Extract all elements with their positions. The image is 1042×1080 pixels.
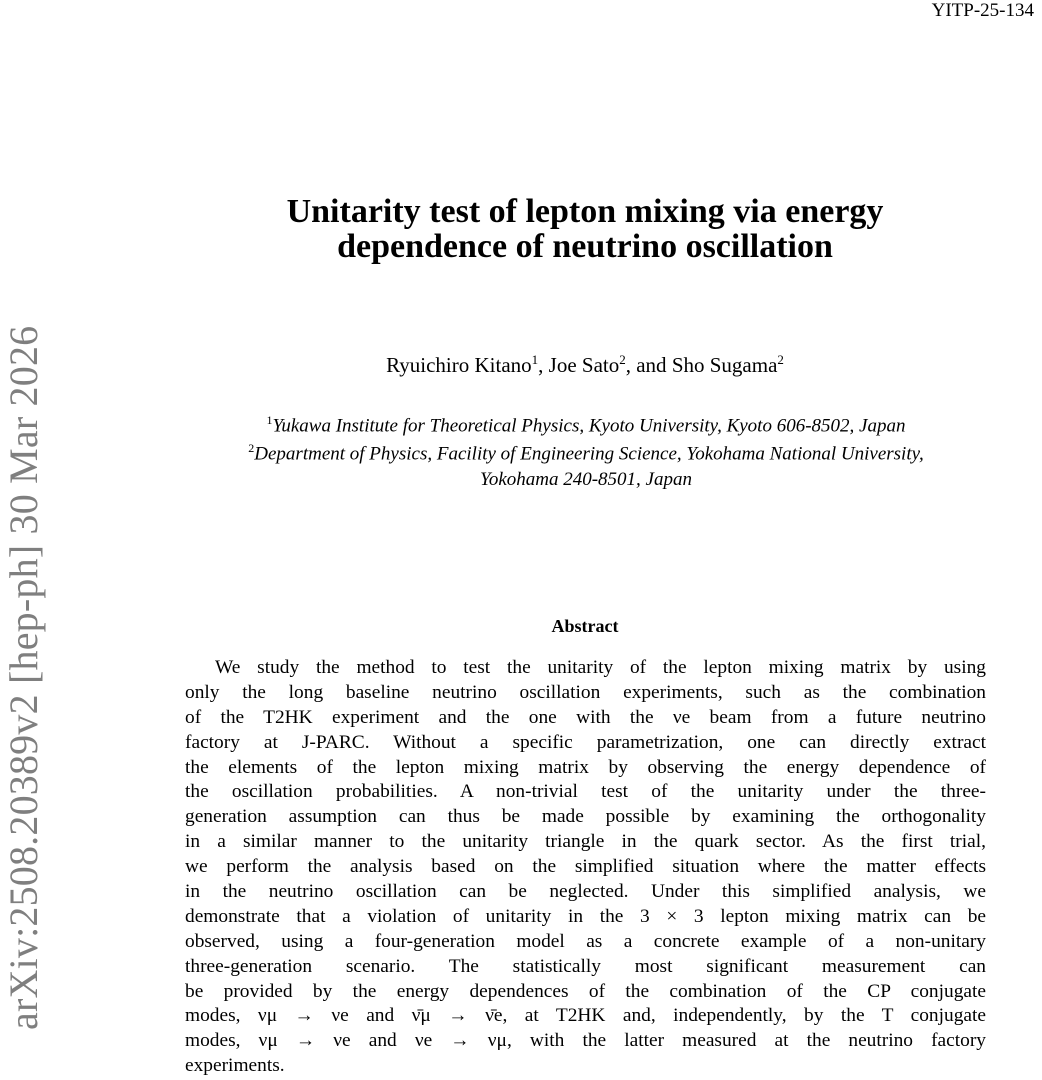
abstract-line: we perform the analysis based on the simplified situation where the matter effects	[185, 856, 986, 878]
affiliation-text: Department of Physics, Facility of Engineering Science, Yokohama National University,	[254, 443, 924, 465]
author-list	[150, 352, 1020, 378]
author-separator: , and	[625, 353, 672, 377]
author-affiliation-mark: 2	[619, 352, 626, 367]
title-line-2: dependence of neutrino oscillation	[337, 228, 833, 265]
author-name: Ryuichiro Kitano	[386, 353, 532, 377]
author-affiliation-mark: 2	[777, 352, 784, 367]
affiliation-1	[138, 413, 1034, 437]
abstract-line: generation assumption can thus be made possible by examining the orthogonality	[185, 806, 986, 828]
affiliation-mark: 2	[248, 441, 255, 455]
abstract-line: We study the method to test the unitarity of the lepton mixing matrix by using	[215, 657, 986, 678]
abstract-line: observed, using a four-generation model as a concrete example of a non-unitary	[185, 930, 986, 952]
abstract-line: in a similar manner to the unitarity triangle in the quark sector. As the first trial,	[185, 831, 986, 853]
author-name: Sho Sugama	[671, 353, 778, 377]
abstract-line: in the neutrino oscillation can be neglected. Under this simplified analysis, we	[185, 881, 986, 903]
title-line-1: Unitarity test of lepton mixing via energy	[286, 193, 884, 230]
abstract-line: the oscillation probabilities. A non-trivial test of the unitarity under the three-	[185, 781, 986, 803]
paper-title	[150, 194, 1020, 264]
abstract-line: be provided by the energy dependences of the combination of the CP conjugate	[185, 980, 986, 1002]
abstract-line: only the long baseline neutrino oscillation experiments, such as the combination	[185, 681, 986, 703]
author-separator: ,	[538, 353, 549, 377]
arxiv-identifier-text: arXiv:2508.20389v2 [hep-ph] 30 Mar 2026	[1, 325, 46, 1030]
abstract-line: experiments.	[185, 1055, 285, 1077]
affiliation-2-continued	[138, 469, 1034, 491]
abstract-line: of the T2HK experiment and the one with the νe beam from a future neutrino	[185, 706, 986, 728]
abstract-line: the elements of the lepton mixing matrix by observing the energy dependence of	[185, 756, 986, 778]
report-number: YITP-25-134	[931, 0, 1034, 21]
author-name: Joe Sato	[548, 353, 620, 377]
arxiv-identifier-stamp	[0, 280, 46, 1030]
affiliation-text: Yukawa Institute for Theoretical Physics, Kyoto University, Kyoto 606-8502, Japan	[272, 415, 906, 437]
affiliation-mark: 1	[266, 413, 273, 427]
abstract-line: modes, νμ → νe and νe → νμ, with the latter measured at the neutrino factory	[185, 1030, 986, 1052]
affiliation-2	[138, 441, 1034, 465]
abstract-line: demonstrate that a violation of unitarity in the 3 × 3 lepton mixing matrix can be	[185, 905, 986, 927]
abstract-line: three-generation scenario. The statistically most significant measurement can	[185, 955, 986, 977]
abstract-body	[185, 656, 986, 1079]
abstract-line: factory at J-PARC. Without a specific parametrization, one can directly extract	[185, 731, 986, 753]
author-affiliation-mark: 1	[531, 352, 539, 367]
affiliation-text: Yokohama 240-8501, Japan	[480, 469, 692, 490]
abstract-line: modes, νμ → νe and ν̄μ → ν̄e, at T2HK and, independently, by the T conjugate	[185, 1005, 986, 1027]
abstract-heading: Abstract	[551, 616, 619, 636]
